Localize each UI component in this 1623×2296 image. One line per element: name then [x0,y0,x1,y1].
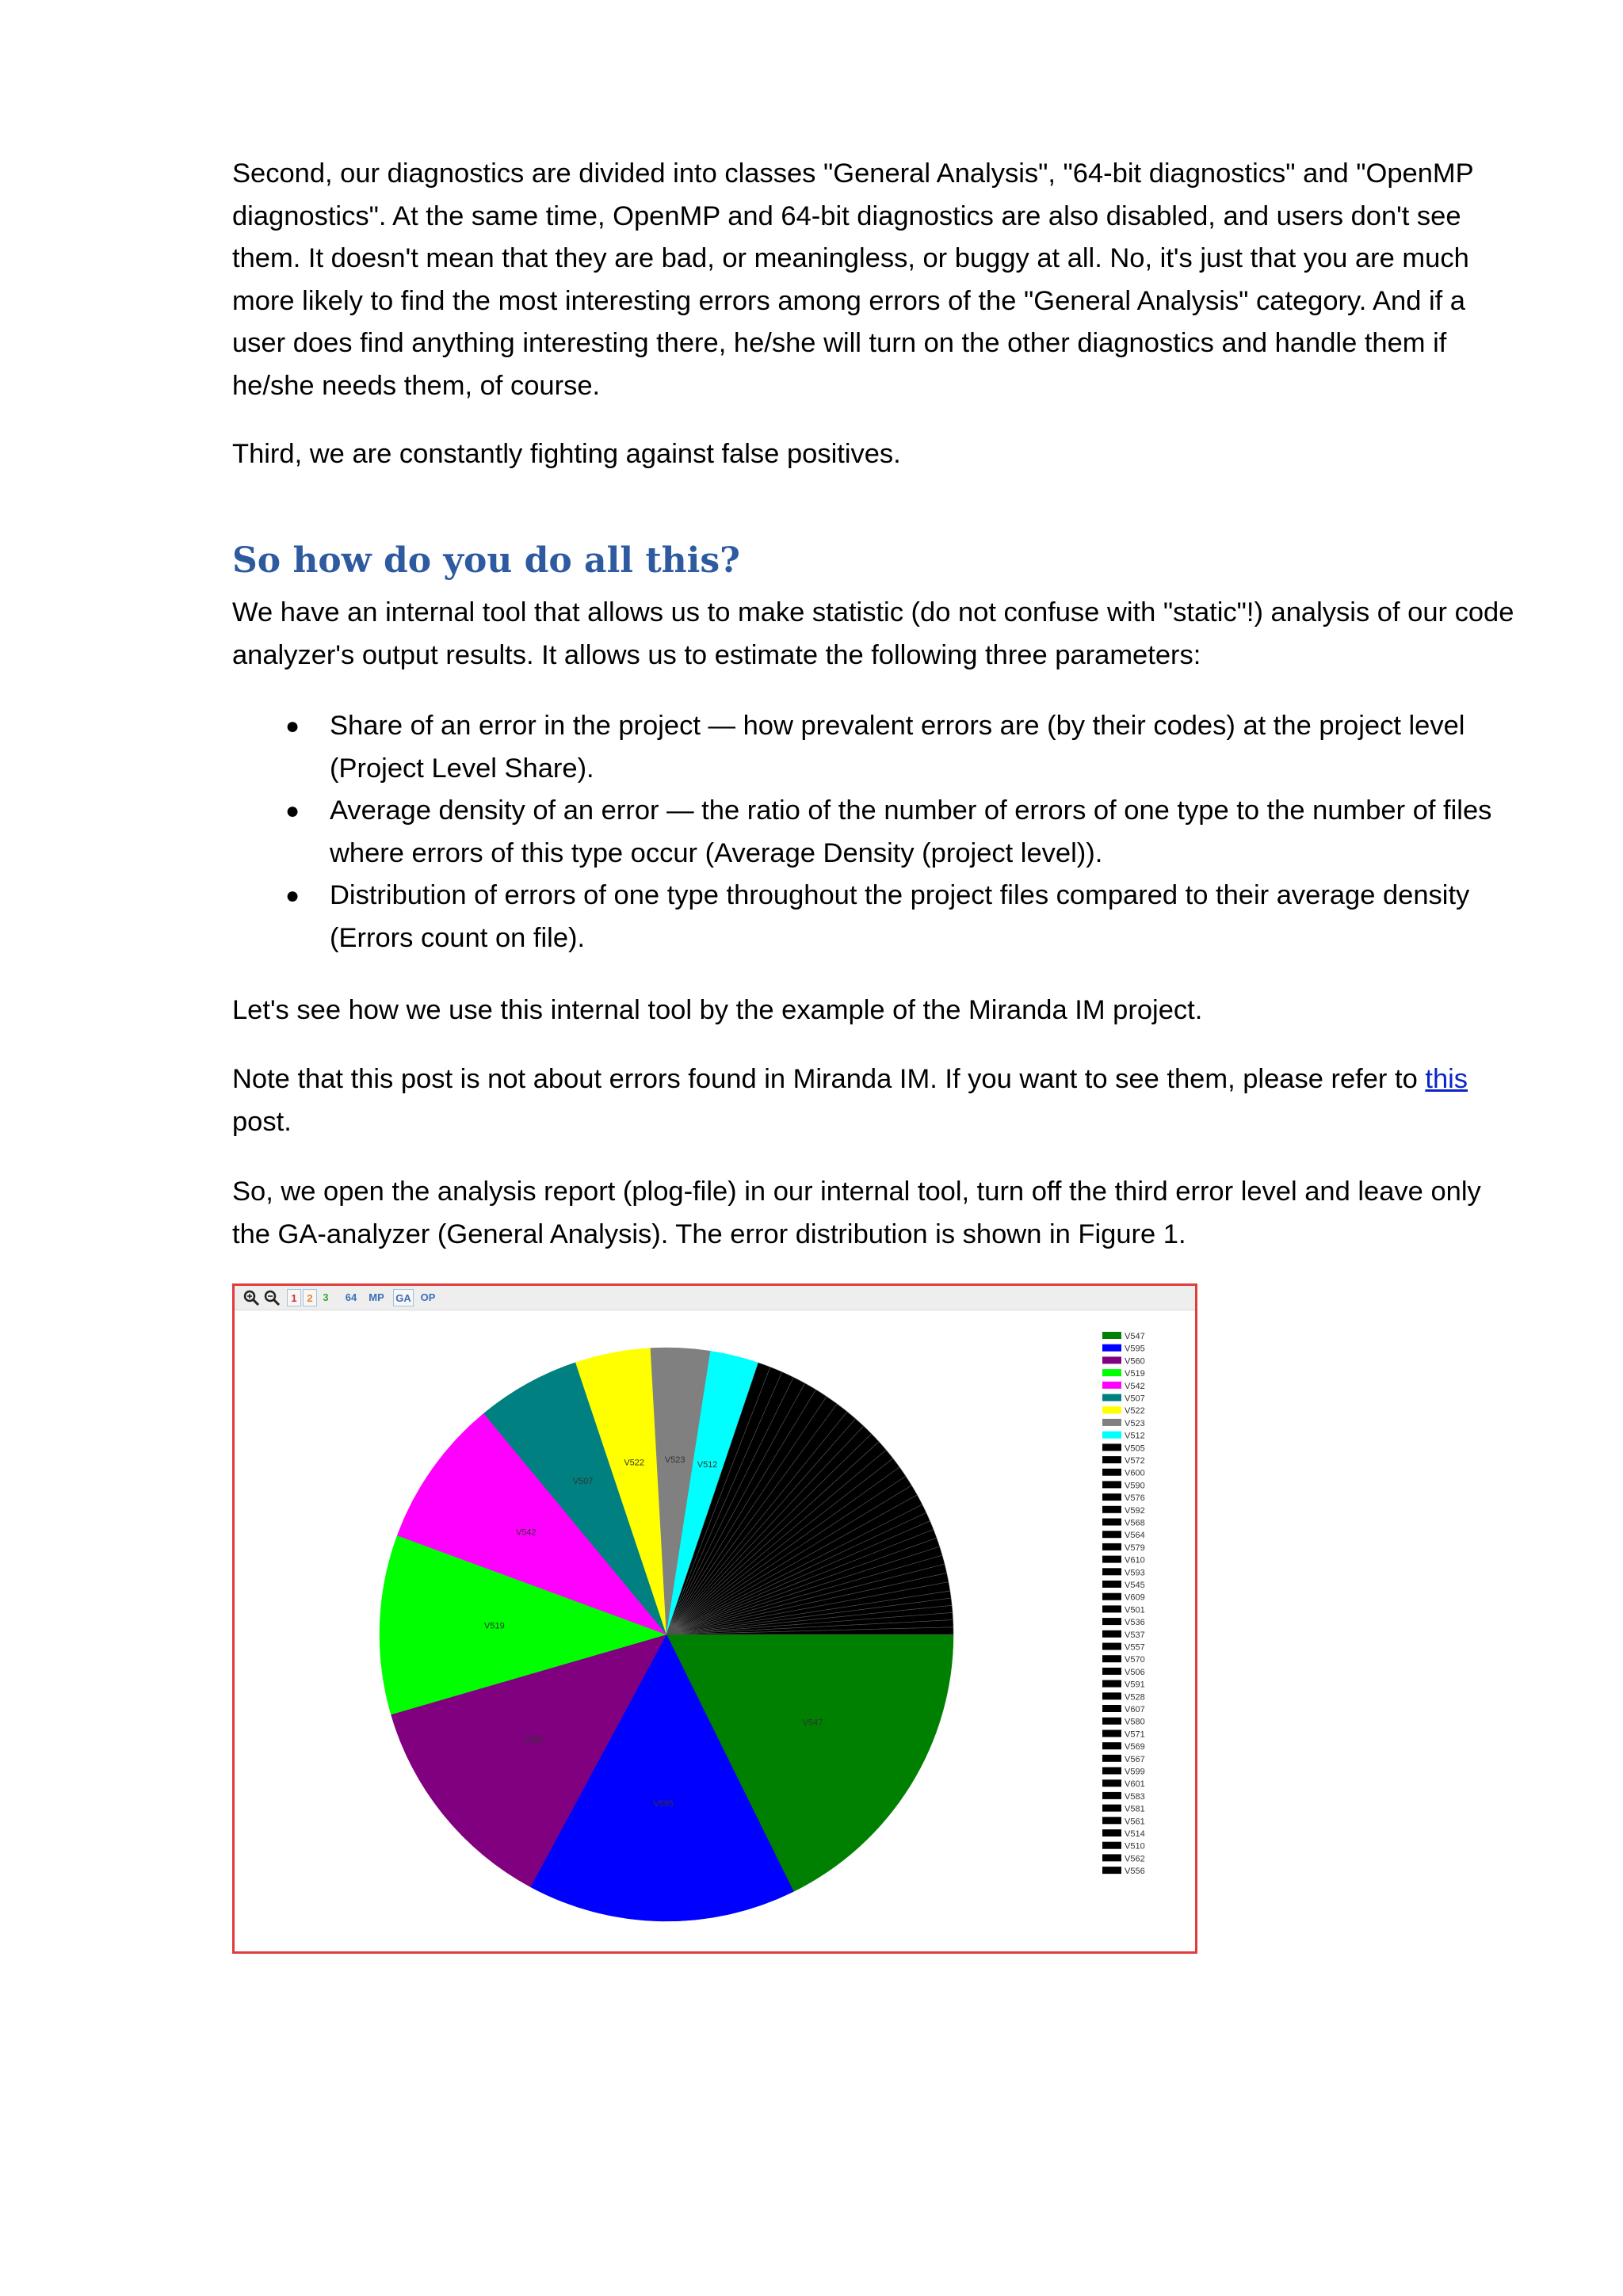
figure-screenshot [232,1283,1197,1954]
legend-label-v572: V572 [1125,1456,1145,1466]
legend-label-v507: V507 [1125,1394,1145,1404]
legend-swatch-v590 [1102,1481,1121,1488]
legend-label-v610: V610 [1125,1555,1145,1566]
magnifier-minus-icon [263,1289,281,1306]
legend-swatch-v560 [1102,1356,1121,1363]
legend-label-v591: V591 [1125,1680,1145,1690]
legend-label-v510: V510 [1125,1841,1145,1852]
legend-swatch-v523 [1102,1419,1121,1426]
legend-label-v595: V595 [1125,1344,1145,1354]
diagnostics-mp-toggle[interactable]: MP [369,1291,384,1303]
legend-swatch-v610 [1102,1556,1121,1563]
legend-swatch-v599 [1102,1768,1121,1775]
legend-swatch-v569 [1102,1742,1121,1749]
legend-label-v601: V601 [1125,1779,1145,1790]
bullet-icon: ● [285,713,300,739]
legend-label-v556: V556 [1125,1867,1145,1877]
legend-swatch-v556 [1102,1867,1121,1874]
legend-swatch-v512 [1102,1432,1121,1439]
tool-toolbar [235,1286,1195,1310]
legend-label-v580: V580 [1125,1717,1145,1727]
legend-label-v537: V537 [1125,1630,1145,1640]
legend-label-v593: V593 [1125,1568,1145,1578]
legend-swatch-v592 [1102,1506,1121,1513]
legend-label-v583: V583 [1125,1791,1145,1802]
list-item-text: Share of an error in the project — how prevalent errors are (by their codes) at the project level (Project Level Share). [330,711,1465,784]
legend-label-v522: V522 [1125,1406,1145,1417]
list-item [232,705,1516,790]
diagnostics-ga-toggle[interactable]: GA [393,1289,414,1306]
paragraph-text: Let's see how we use this internal tool by the example of the Miranda IM project. [232,995,1203,1025]
legend-swatch-v528 [1102,1692,1121,1699]
legend-swatch-v583 [1102,1792,1121,1799]
bullet-icon: ● [285,798,300,824]
legend-label-v581: V581 [1125,1804,1145,1814]
legend-swatch-v507 [1102,1394,1121,1402]
legend-label-v599: V599 [1125,1767,1145,1777]
level-2-toggle[interactable]: 2 [303,1289,317,1306]
legend-swatch-v593 [1102,1568,1121,1575]
legend-label-v564: V564 [1125,1531,1145,1541]
legend-label-v523: V523 [1125,1418,1145,1428]
legend-swatch-v572 [1102,1456,1121,1463]
legend-label-v576: V576 [1125,1493,1145,1504]
legend-label-v600: V600 [1125,1468,1145,1478]
legend-swatch-v501 [1102,1605,1121,1612]
paragraph-text: Second, our diagnostics are divided into classes "General Analysis", "64-bit diagnostics" and "OpenMP diagnostics". At the same time, OpenMP and 64-bit diagnostics are also disabled, and users don't see them. It doesn't mean that they are bad, or meaningless, or buggy at all. No, it's just that you are much more likely to find the most interesting errors among errors of the "General Analysis" category. And if a user does find anything interesting there, he/she will turn on the other diagnostics and handle them if he/she needs them, of course. [232,158,1474,401]
pie-label-v560: V560 [522,1735,543,1745]
paragraph-miranda-example [232,990,1516,1032]
legend-label-v506: V506 [1125,1667,1145,1677]
legend-label-v568: V568 [1125,1518,1145,1528]
legend-swatch-v562 [1102,1854,1121,1861]
zoom-out-button[interactable] [263,1289,281,1306]
paragraph-internal-tool [232,592,1516,677]
legend-swatch-v561 [1102,1817,1121,1824]
legend-label-v501: V501 [1125,1605,1145,1615]
level-3-toggle[interactable]: 3 [323,1291,329,1303]
error-distribution-pie-chart [235,1310,1195,1951]
legend-label-v557: V557 [1125,1642,1145,1653]
legend-swatch-v601 [1102,1779,1121,1787]
legend-label-v536: V536 [1125,1618,1145,1628]
list-item-text: Average density of an error — the ratio of the number of errors of one type to the number of files where errors of this type occur (Average Density (project level)). [330,795,1492,868]
legend-swatch-v579 [1102,1543,1121,1550]
chart-legend [1102,1332,1145,1876]
bullet-icon: ● [285,883,300,909]
legend-label-v590: V590 [1125,1481,1145,1491]
legend-swatch-v595 [1102,1344,1121,1352]
legend-label-v567: V567 [1125,1754,1145,1764]
legend-label-v512: V512 [1125,1431,1145,1441]
legend-swatch-v609 [1102,1593,1121,1600]
paragraph-text [232,1058,1516,1143]
paragraph-diagnostic-classes [232,153,1516,407]
legend-swatch-v567 [1102,1755,1121,1762]
legend-label-v542: V542 [1125,1381,1145,1391]
pie-label-v542: V542 [515,1527,537,1538]
paragraph-text: We have an internal tool that allows us to make statistic (do not confuse with "static"!) analysis of our code analyzer's output results. It allows us to estimate the following three parameters: [232,597,1514,670]
legend-label-v519: V519 [1125,1369,1145,1379]
pie-label-v522: V522 [624,1458,645,1468]
list-item-text: Distribution of errors of one type throughout the project files compared to their average density (Errors count on file). [330,880,1470,953]
legend-swatch-v522 [1102,1406,1121,1413]
pie-label-v512: V512 [697,1460,718,1470]
pie-label-v523: V523 [664,1455,685,1466]
legend-swatch-v581 [1102,1805,1121,1812]
list-item [232,875,1516,959]
legend-label-v569: V569 [1125,1742,1145,1753]
section-heading: So how do you do all this? [232,540,740,581]
legend-swatch-v514 [1102,1829,1121,1836]
legend-label-v592: V592 [1125,1505,1145,1516]
pie-label-v547: V547 [802,1718,823,1728]
legend-label-v547: V547 [1125,1332,1145,1341]
legend-swatch-v568 [1102,1519,1121,1526]
list-item [232,790,1516,875]
legend-swatch-v591 [1102,1680,1121,1688]
legend-label-v609: V609 [1125,1592,1145,1603]
paragraph-false-positives [232,433,1516,476]
pie-label-v595: V595 [653,1799,674,1810]
legend-label-v560: V560 [1125,1356,1145,1367]
legend-label-v570: V570 [1125,1655,1145,1665]
legend-swatch-v519 [1102,1369,1121,1376]
legend-swatch-v557 [1102,1643,1121,1650]
note-text-end: post. [232,1106,292,1137]
legend-swatch-v571 [1102,1730,1121,1737]
paragraph-note [232,1058,1516,1143]
paragraph-text: Third, we are constantly fighting against false positives. [232,439,901,469]
paragraph-figure-intro [232,1171,1516,1256]
legend-swatch-v607 [1102,1705,1121,1712]
legend-swatch-v600 [1102,1469,1121,1476]
legend-swatch-v545 [1102,1581,1121,1588]
level-1-toggle[interactable]: 1 [287,1289,301,1306]
legend-label-v514: V514 [1125,1829,1145,1839]
legend-swatch-v547 [1102,1332,1121,1339]
parameter-list [232,705,1516,959]
pie-slices [380,1348,953,1921]
legend-label-v528: V528 [1125,1692,1145,1703]
legend-label-v561: V561 [1125,1817,1145,1827]
diagnostics-64-toggle[interactable]: 64 [345,1291,357,1303]
this-post-link[interactable]: this [1425,1064,1468,1094]
paragraph-text: So, we open the analysis report (plog-file) in our internal tool, turn off the third error level and leave only the GA-analyzer (General Analysis). The error distribution is shown in Figure 1. [232,1177,1481,1249]
pie-label-v519: V519 [484,1621,505,1631]
legend-swatch-v505 [1102,1444,1121,1451]
legend-swatch-v564 [1102,1531,1121,1538]
legend-label-v571: V571 [1125,1730,1145,1740]
legend-label-v562: V562 [1125,1854,1145,1864]
note-text: Note that this post is not about errors found in Miranda IM. If you want to see them, please refer to [232,1064,1426,1094]
legend-swatch-v510 [1102,1842,1121,1849]
legend-swatch-v506 [1102,1668,1121,1675]
magnifier-plus-icon [242,1289,260,1306]
legend-label-v505: V505 [1125,1444,1145,1454]
legend-swatch-v576 [1102,1493,1121,1501]
diagnostics-op-toggle[interactable]: OP [420,1291,436,1303]
legend-label-v607: V607 [1125,1705,1145,1714]
legend-swatch-v537 [1102,1630,1121,1638]
zoom-in-button[interactable] [242,1289,260,1306]
legend-swatch-v580 [1102,1718,1121,1725]
pie-label-v507: V507 [572,1477,594,1487]
legend-label-v579: V579 [1125,1543,1145,1553]
legend-label-v545: V545 [1125,1581,1145,1590]
legend-swatch-v536 [1102,1618,1121,1625]
legend-swatch-v542 [1102,1382,1121,1389]
legend-swatch-v570 [1102,1655,1121,1662]
